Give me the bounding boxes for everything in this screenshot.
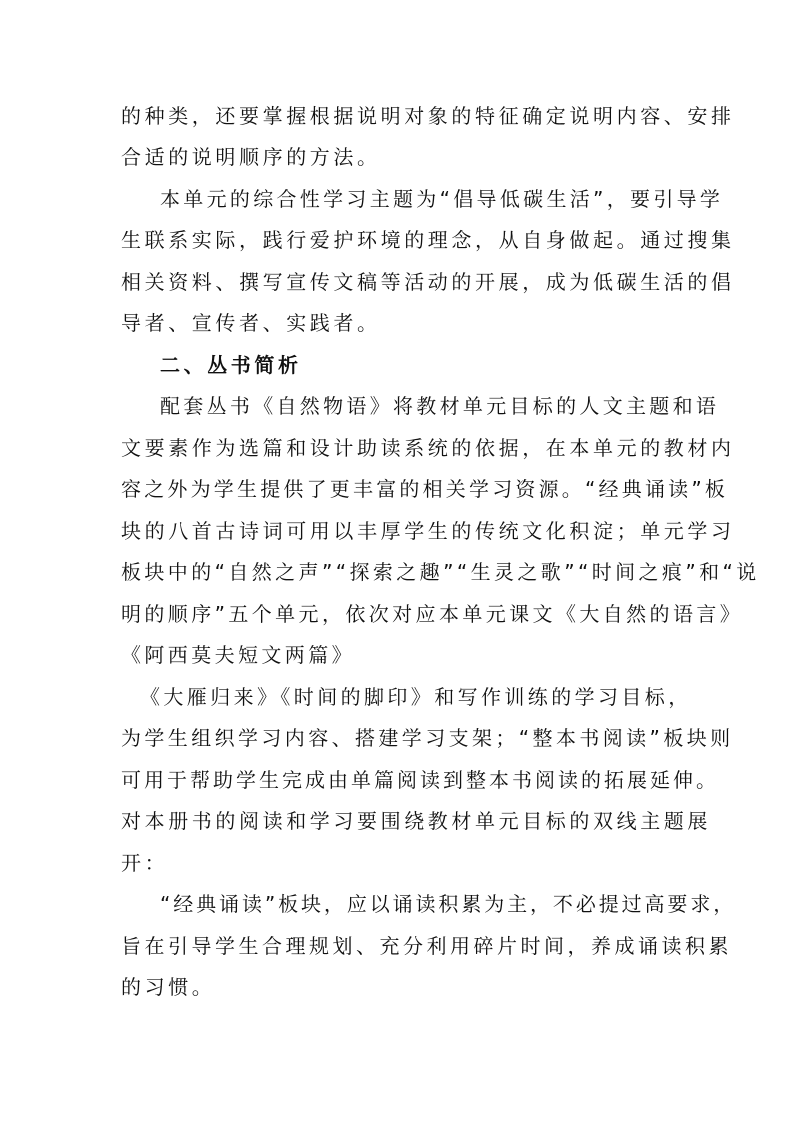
body-text-line: 的种类，还要掌握根据说明对象的特征确定说明内容、安排 bbox=[121, 104, 735, 128]
body-text-line: 可用于帮助学生完成由单篇阅读到整本书阅读的拓展延伸。 bbox=[121, 768, 719, 792]
body-text-line: 板块中的“自然之声”“探索之趣”“生灵之歌”“时间之痕”和“说 bbox=[121, 560, 760, 584]
body-text-line: “经典诵读”板块，应以诵读积累为主，不必提过高要求， bbox=[160, 892, 737, 916]
body-text-line: 配套丛书《自然物语》将教材单元目标的人文主题和语 bbox=[160, 394, 720, 418]
body-text-line: 《阿西莫夫短文两篇》 bbox=[121, 643, 355, 667]
body-text-line: 块的八首古诗词可用以丰厚学生的传统文化积淀；单元学习 bbox=[121, 519, 735, 543]
body-text-line: 导者、宣传者、实践者。 bbox=[121, 311, 381, 335]
body-text-line: 合适的说明顺序的方法。 bbox=[121, 145, 381, 169]
body-text-line: 对本册书的阅读和学习要围绕教材单元目标的双线主题展 bbox=[121, 809, 711, 833]
body-text-line: 明的顺序”五个单元，依次对应本单元课文《大自然的语言》 bbox=[121, 602, 744, 626]
body-text-line: 为学生组织学习内容、搭建学习支架；“整本书阅读”板块则 bbox=[121, 726, 734, 750]
body-text-line: 旨在引导学生合理规划、充分利用碎片时间，养成诵读积累 bbox=[121, 934, 732, 958]
section-heading: 二、丛书简析 bbox=[160, 353, 302, 377]
body-text-line: 本单元的综合性学习主题为“倡导低碳生活”，要引导学 bbox=[160, 187, 724, 211]
body-text-line: 开： bbox=[121, 851, 169, 875]
body-text-line: 文要素作为选篇和设计助读系统的依据，在本单元的教材内 bbox=[121, 436, 735, 460]
body-text-line: 《大雁归来》《时间的脚印》和写作训练的学习目标， bbox=[140, 685, 692, 709]
body-text-line: 相关资料、撰写宣传文稿等活动的开展，成为低碳生活的倡 bbox=[121, 270, 735, 294]
body-text-line: 生联系实际，践行爱护环境的理念，从自身做起。通过搜集 bbox=[121, 228, 735, 252]
body-text-line: 容之外为学生提供了更丰富的相关学习资源。“经典诵读”板 bbox=[121, 477, 729, 501]
body-text-line: 的习惯。 bbox=[121, 975, 216, 999]
